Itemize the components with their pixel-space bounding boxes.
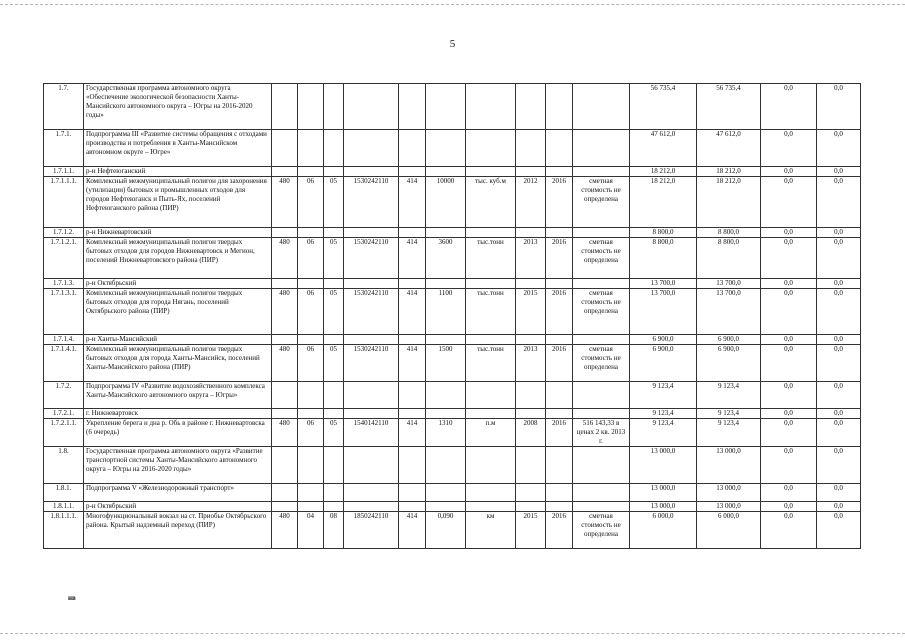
cell-name: Укрепление берега и дна р. Обь в районе г. Нижневартовска (6 очередь) xyxy=(84,419,272,447)
cell-v1: 9 123,4 xyxy=(630,382,697,409)
cell-c5 xyxy=(399,279,426,289)
cell-v3: 0,0 xyxy=(761,502,817,512)
cell-c1 xyxy=(272,130,298,167)
cell-v3: 0,0 xyxy=(761,345,817,382)
cell-name: Подпрограмма III «Развитие системы обращения с отходами производства и потребления в Ханты-Мансийском автономном округе – Югре» xyxy=(84,130,272,167)
cell-c6: 1310 xyxy=(426,419,466,447)
cell-v4: 0,0 xyxy=(817,502,861,512)
cell-name: Комплексный межмуниципальный полигон для захоронения (утилизации) бытовых и промышленных отходов для городов Нефтеюганск и Пыть-Ях, поселений Нефтеюганского района (ПИР) xyxy=(84,177,272,228)
cell-c9 xyxy=(546,84,573,130)
cell-v1: 8 800,0 xyxy=(630,228,697,238)
cell-name: Комплексный межмуниципальный полигон твердых бытовых отходов для городов Нижневартовск и Мегион, поселений Нижневартовского района (ПИР) xyxy=(84,238,272,279)
cell-v1: 47 612,0 xyxy=(630,130,697,167)
cell-c4 xyxy=(344,484,399,502)
scan-edge-bottom xyxy=(0,633,905,634)
cell-c9: 2016 xyxy=(546,177,573,228)
cell-c7 xyxy=(466,484,516,502)
table-row xyxy=(44,382,861,409)
cell-c2: 06 xyxy=(298,419,324,447)
cell-c6: 10000 xyxy=(426,177,466,228)
cell-c4: 1530242110 xyxy=(344,238,399,279)
cell-c9 xyxy=(546,228,573,238)
cell-c3 xyxy=(324,502,344,512)
cell-c7 xyxy=(466,409,516,419)
table-row xyxy=(44,84,861,130)
cell-name: Комплексный межмуниципальный полигон твердых бытовых отходов для города Нягань, поселений Октябрьского района (ПИР) xyxy=(84,289,272,335)
cell-c10: сметная стоимость не определена xyxy=(573,177,630,228)
cell-c9: 2016 xyxy=(546,289,573,335)
cell-c6: 1100 xyxy=(426,289,466,335)
cell-name: Комплексный межмуниципальный полигон твердых бытовых отходов для города Ханты-Мансийск, поселений Ханты-Мансийского района (ПИР) xyxy=(84,345,272,382)
cell-v4: 0,0 xyxy=(817,130,861,167)
cell-c3 xyxy=(324,167,344,177)
cell-c8 xyxy=(516,335,546,345)
cell-v3: 0,0 xyxy=(761,228,817,238)
cell-c7: тыс.тонн xyxy=(466,345,516,382)
cell-c6 xyxy=(426,409,466,419)
table-row xyxy=(44,345,861,382)
cell-c2 xyxy=(298,409,324,419)
cell-c3 xyxy=(324,447,344,484)
table-row xyxy=(44,512,861,549)
cell-c1 xyxy=(272,484,298,502)
cell-c2 xyxy=(298,130,324,167)
cell-c4: 1530242110 xyxy=(344,177,399,228)
cell-c2: 06 xyxy=(298,238,324,279)
cell-c1 xyxy=(272,84,298,130)
cell-c1 xyxy=(272,335,298,345)
cell-c8 xyxy=(516,130,546,167)
cell-c6: 1500 xyxy=(426,345,466,382)
cell-c7 xyxy=(466,447,516,484)
cell-idx: 1.7.1.3.1. xyxy=(44,289,84,335)
cell-c10: 516 143,33 в ценах 2 кв. 2013 г. xyxy=(573,419,630,447)
cell-c1 xyxy=(272,228,298,238)
cell-v2: 6 000,0 xyxy=(697,512,761,549)
cell-c2 xyxy=(298,167,324,177)
cell-v1: 13 000,0 xyxy=(630,502,697,512)
cell-v3: 0,0 xyxy=(761,238,817,279)
cell-c5: 414 xyxy=(399,512,426,549)
cell-name: р-н Ханты-Мансийский xyxy=(84,335,272,345)
cell-v1: 6 000,0 xyxy=(630,512,697,549)
cell-c8 xyxy=(516,502,546,512)
cell-c7: тыс.тонн xyxy=(466,289,516,335)
cell-v2: 9 123,4 xyxy=(697,409,761,419)
cell-c10 xyxy=(573,335,630,345)
cell-c9 xyxy=(546,167,573,177)
table-row xyxy=(44,484,861,502)
cell-v2: 8 800,0 xyxy=(697,238,761,279)
cell-c1 xyxy=(272,167,298,177)
cell-c1: 480 xyxy=(272,345,298,382)
cell-c7: км xyxy=(466,512,516,549)
cell-c2 xyxy=(298,502,324,512)
cell-v4: 0,0 xyxy=(817,484,861,502)
cell-c7 xyxy=(466,84,516,130)
cell-c8 xyxy=(516,228,546,238)
cell-c8 xyxy=(516,279,546,289)
cell-c5: 414 xyxy=(399,177,426,228)
cell-c4 xyxy=(344,167,399,177)
cell-v1: 13 700,0 xyxy=(630,289,697,335)
table-row xyxy=(44,130,861,167)
cell-c10 xyxy=(573,130,630,167)
cell-c7 xyxy=(466,382,516,409)
cell-c4: 1530242110 xyxy=(344,289,399,335)
cell-c8 xyxy=(516,84,546,130)
cell-idx: 1.7.1.2. xyxy=(44,228,84,238)
cell-c9: 2016 xyxy=(546,419,573,447)
cell-c9 xyxy=(546,447,573,484)
cell-v3: 0,0 xyxy=(761,419,817,447)
cell-c2 xyxy=(298,335,324,345)
cell-v2: 13 700,0 xyxy=(697,279,761,289)
cell-v2: 6 900,0 xyxy=(697,345,761,382)
cell-c3: 05 xyxy=(324,419,344,447)
cell-c7 xyxy=(466,335,516,345)
cell-c4 xyxy=(344,279,399,289)
cell-idx: 1.7.1. xyxy=(44,130,84,167)
cell-c5: 414 xyxy=(399,238,426,279)
cell-v3: 0,0 xyxy=(761,447,817,484)
cell-c9 xyxy=(546,335,573,345)
table-row xyxy=(44,409,861,419)
cell-c6 xyxy=(426,130,466,167)
table-row xyxy=(44,279,861,289)
cell-c7 xyxy=(466,167,516,177)
cell-c5 xyxy=(399,84,426,130)
cell-c3: 05 xyxy=(324,177,344,228)
cell-name: р-н Нефтеюганский xyxy=(84,167,272,177)
cell-c1: 480 xyxy=(272,512,298,549)
cell-idx: 1.7.1.4. xyxy=(44,335,84,345)
table-row xyxy=(44,238,861,279)
cell-v4: 0,0 xyxy=(817,279,861,289)
cell-c8: 2012 xyxy=(516,177,546,228)
cell-c1: 480 xyxy=(272,238,298,279)
cell-c4: 1530242110 xyxy=(344,345,399,382)
cell-c3 xyxy=(324,335,344,345)
cell-c7 xyxy=(466,228,516,238)
cell-v2: 9 123,4 xyxy=(697,382,761,409)
cell-v3: 0,0 xyxy=(761,279,817,289)
cell-c9 xyxy=(546,484,573,502)
cell-v3: 0,0 xyxy=(761,167,817,177)
cell-v3: 0,0 xyxy=(761,409,817,419)
page-number: 5 xyxy=(449,38,456,50)
cell-c6 xyxy=(426,228,466,238)
cell-c2: 06 xyxy=(298,289,324,335)
cell-c8: 2013 xyxy=(516,345,546,382)
cell-c5 xyxy=(399,409,426,419)
cell-v4: 0,0 xyxy=(817,512,861,549)
cell-v1: 56 735,4 xyxy=(630,84,697,130)
cell-v2: 6 900,0 xyxy=(697,335,761,345)
cell-c8: 2013 xyxy=(516,238,546,279)
footer-mark: нв xyxy=(68,594,76,602)
cell-c3 xyxy=(324,228,344,238)
table-row xyxy=(44,167,861,177)
cell-c9: 2016 xyxy=(546,238,573,279)
cell-c7 xyxy=(466,502,516,512)
cell-c4 xyxy=(344,228,399,238)
cell-v2: 18 212,0 xyxy=(697,167,761,177)
cell-c4 xyxy=(344,84,399,130)
cell-v2: 18 212,0 xyxy=(697,177,761,228)
cell-c9 xyxy=(546,279,573,289)
cell-v4: 0,0 xyxy=(817,419,861,447)
cell-name: г. Нижневартовск xyxy=(84,409,272,419)
cell-c5 xyxy=(399,228,426,238)
cell-c5: 414 xyxy=(399,289,426,335)
cell-c8 xyxy=(516,409,546,419)
cell-idx: 1.7.2. xyxy=(44,382,84,409)
cell-c2 xyxy=(298,382,324,409)
cell-c3: 08 xyxy=(324,512,344,549)
cell-c4: 1850242110 xyxy=(344,512,399,549)
cell-v3: 0,0 xyxy=(761,484,817,502)
cell-v4: 0,0 xyxy=(817,447,861,484)
cell-v4: 0,0 xyxy=(817,84,861,130)
cell-c1 xyxy=(272,447,298,484)
cell-c10 xyxy=(573,382,630,409)
cell-v1: 9 123,4 xyxy=(630,419,697,447)
cell-name: р-н Октябрьский xyxy=(84,279,272,289)
cell-v4: 0,0 xyxy=(817,238,861,279)
cell-c6 xyxy=(426,167,466,177)
cell-c10 xyxy=(573,84,630,130)
cell-idx: 1.7.1.2.1. xyxy=(44,238,84,279)
cell-c6 xyxy=(426,484,466,502)
cell-v4: 0,0 xyxy=(817,177,861,228)
cell-v3: 0,0 xyxy=(761,289,817,335)
cell-c9: 2016 xyxy=(546,512,573,549)
cell-c4 xyxy=(344,502,399,512)
cell-v1: 18 212,0 xyxy=(630,177,697,228)
cell-v4: 0,0 xyxy=(817,382,861,409)
cell-c3: 05 xyxy=(324,238,344,279)
cell-c10: сметная стоимость не определена xyxy=(573,345,630,382)
cell-c7 xyxy=(466,279,516,289)
cell-c3 xyxy=(324,279,344,289)
cell-c10 xyxy=(573,447,630,484)
table-row xyxy=(44,177,861,228)
cell-c4 xyxy=(344,447,399,484)
cell-name: Государственная программа автономного округа «Развитие транспортной системы Ханты-Мансийского автономного округа – Югры на 2016-2020 годы» xyxy=(84,447,272,484)
cell-c3: 05 xyxy=(324,289,344,335)
cell-c5 xyxy=(399,130,426,167)
cell-v1: 8 800,0 xyxy=(630,238,697,279)
cell-v1: 6 900,0 xyxy=(630,345,697,382)
cell-c1: 480 xyxy=(272,419,298,447)
cell-c10 xyxy=(573,409,630,419)
cell-c7: п.м xyxy=(466,419,516,447)
cell-c3 xyxy=(324,382,344,409)
cell-c9 xyxy=(546,382,573,409)
cell-idx: 1.7.2.1. xyxy=(44,409,84,419)
scan-edge-top xyxy=(0,4,905,5)
cell-c5 xyxy=(399,502,426,512)
cell-c8 xyxy=(516,167,546,177)
cell-v1: 9 123,4 xyxy=(630,409,697,419)
table-row xyxy=(44,335,861,345)
cell-c8 xyxy=(516,484,546,502)
cell-v4: 0,0 xyxy=(817,345,861,382)
cell-c6 xyxy=(426,382,466,409)
cell-c8 xyxy=(516,447,546,484)
cell-c6 xyxy=(426,84,466,130)
cell-c10 xyxy=(573,228,630,238)
cell-v3: 0,0 xyxy=(761,177,817,228)
cell-v2: 13 000,0 xyxy=(697,502,761,512)
table-row xyxy=(44,447,861,484)
cell-c2: 06 xyxy=(298,345,324,382)
table-row xyxy=(44,289,861,335)
cell-c2 xyxy=(298,447,324,484)
cell-c7: тыс. куб.м xyxy=(466,177,516,228)
cell-c5: 414 xyxy=(399,419,426,447)
cell-c6 xyxy=(426,447,466,484)
cell-c2: 04 xyxy=(298,512,324,549)
table-row xyxy=(44,502,861,512)
cell-c7 xyxy=(466,130,516,167)
cell-c4 xyxy=(344,382,399,409)
cell-v4: 0,0 xyxy=(817,228,861,238)
cell-c4: 1540142110 xyxy=(344,419,399,447)
cell-c10 xyxy=(573,167,630,177)
cell-c8: 2015 xyxy=(516,289,546,335)
cell-c10 xyxy=(573,279,630,289)
cell-c4 xyxy=(344,335,399,345)
cell-idx: 1.7. xyxy=(44,84,84,130)
cell-c8 xyxy=(516,382,546,409)
cell-c1 xyxy=(272,409,298,419)
cell-c2: 06 xyxy=(298,177,324,228)
cell-c6 xyxy=(426,502,466,512)
table-body xyxy=(44,84,861,549)
cell-v4: 0,0 xyxy=(817,409,861,419)
cell-c10 xyxy=(573,502,630,512)
cell-v4: 0,0 xyxy=(817,289,861,335)
cell-c2 xyxy=(298,484,324,502)
cell-c1: 480 xyxy=(272,289,298,335)
table-row xyxy=(44,419,861,447)
cell-c4 xyxy=(344,409,399,419)
cell-idx: 1.7.2.1.1. xyxy=(44,419,84,447)
cell-name: Многофункциональный вокзал на ст. Приобье Октябрьского района. Крытый надземный переход (ПИР) xyxy=(84,512,272,549)
cell-c2 xyxy=(298,228,324,238)
budget-table xyxy=(43,83,861,549)
cell-c2 xyxy=(298,279,324,289)
cell-c1 xyxy=(272,502,298,512)
cell-v3: 0,0 xyxy=(761,84,817,130)
cell-idx: 1.8. xyxy=(44,447,84,484)
cell-idx: 1.7.1.3. xyxy=(44,279,84,289)
cell-c6: 0,090 xyxy=(426,512,466,549)
cell-c6: 3600 xyxy=(426,238,466,279)
cell-idx: 1.7.1.4.1. xyxy=(44,345,84,382)
cell-v4: 0,0 xyxy=(817,335,861,345)
cell-c10: сметная стоимость не определена xyxy=(573,289,630,335)
cell-v1: 13 000,0 xyxy=(630,447,697,484)
cell-c8: 2008 xyxy=(516,419,546,447)
cell-c5 xyxy=(399,447,426,484)
cell-name: р-н Нижневартовский xyxy=(84,228,272,238)
cell-c10: сметная стоимость не определена xyxy=(573,238,630,279)
cell-c3: 05 xyxy=(324,345,344,382)
cell-v1: 13 700,0 xyxy=(630,279,697,289)
cell-name: Государственная программа автономного округа «Обеспечение экологической безопасности Ханты-Мансийского автономного округа – Югры на 2016-2020 годы» xyxy=(84,84,272,130)
cell-c9: 2016 xyxy=(546,345,573,382)
cell-v2: 13 700,0 xyxy=(697,289,761,335)
cell-idx: 1.8.1.1. xyxy=(44,502,84,512)
cell-c7: тыс.тонн xyxy=(466,238,516,279)
cell-idx: 1.8.1. xyxy=(44,484,84,502)
cell-v2: 9 123,4 xyxy=(697,419,761,447)
cell-v4: 0,0 xyxy=(817,167,861,177)
cell-c6 xyxy=(426,335,466,345)
cell-c5 xyxy=(399,484,426,502)
cell-c5: 414 xyxy=(399,345,426,382)
cell-c3 xyxy=(324,84,344,130)
cell-idx: 1.7.1.1. xyxy=(44,167,84,177)
cell-v3: 0,0 xyxy=(761,382,817,409)
cell-c9 xyxy=(546,502,573,512)
cell-v2: 13 000,0 xyxy=(697,484,761,502)
cell-name: р-н Октябрьский xyxy=(84,502,272,512)
cell-v1: 13 000,0 xyxy=(630,484,697,502)
cell-c6 xyxy=(426,279,466,289)
cell-c8: 2015 xyxy=(516,512,546,549)
table-row xyxy=(44,228,861,238)
cell-v1: 18 212,0 xyxy=(630,167,697,177)
cell-name: Подпрограмма IV «Развитие водохозяйственного комплекса Ханты-Мансийского автономного округа – Югры» xyxy=(84,382,272,409)
cell-c5 xyxy=(399,335,426,345)
cell-v1: 6 900,0 xyxy=(630,335,697,345)
cell-c5 xyxy=(399,382,426,409)
cell-v3: 0,0 xyxy=(761,335,817,345)
cell-v2: 56 735,4 xyxy=(697,84,761,130)
cell-c1: 480 xyxy=(272,177,298,228)
cell-c10 xyxy=(573,484,630,502)
cell-idx: 1.7.1.1.1. xyxy=(44,177,84,228)
cell-c4 xyxy=(344,130,399,167)
cell-c3 xyxy=(324,484,344,502)
cell-name: Подпрограмма V «Железнодорожный транспорт» xyxy=(84,484,272,502)
cell-c1 xyxy=(272,279,298,289)
cell-c3 xyxy=(324,130,344,167)
cell-idx: 1.8.1.1.1. xyxy=(44,512,84,549)
cell-c3 xyxy=(324,409,344,419)
cell-v3: 0,0 xyxy=(761,130,817,167)
cell-c1 xyxy=(272,382,298,409)
cell-c10: сметная стоимость не определена xyxy=(573,512,630,549)
cell-v2: 47 612,0 xyxy=(697,130,761,167)
cell-v2: 13 000,0 xyxy=(697,447,761,484)
cell-v3: 0,0 xyxy=(761,512,817,549)
cell-c9 xyxy=(546,409,573,419)
cell-c5 xyxy=(399,167,426,177)
cell-c9 xyxy=(546,130,573,167)
cell-v2: 8 800,0 xyxy=(697,228,761,238)
cell-c2 xyxy=(298,84,324,130)
